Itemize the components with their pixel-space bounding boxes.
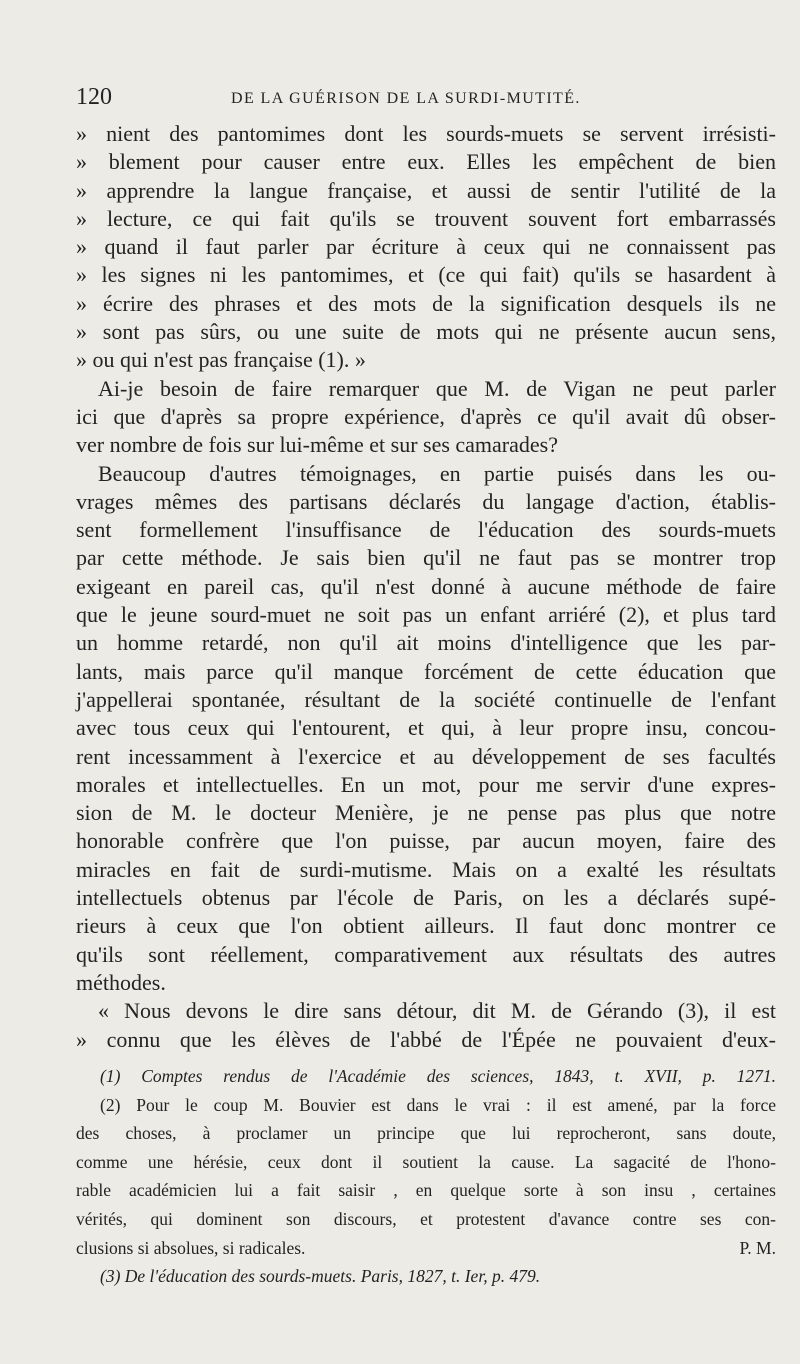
footnote-line: (2) Pour le coup M. Bouvier est dans le vrai : il est amené, par la force [100, 1094, 776, 1115]
page-header [76, 84, 776, 114]
footnote-line: des choses, à proclamer un principe que lui reprocheront, sans doute, [76, 1123, 776, 1144]
body-text [76, 120, 776, 1054]
text-line: » connu que les élèves de l'abbé de l'Épée ne pouvaient d'eux- [76, 1026, 776, 1052]
footnote-signature: P. M. [739, 1237, 776, 1258]
text-line: honorable confrère que l'on puisse, par aucun moyen, faire des [76, 828, 776, 854]
footnote-1: (1) Comptes rendus de l'Académie des sciences, 1843, t. XVII, p. 1271. [100, 1066, 776, 1086]
text-line: avec tous ceux qui l'entourent, et qui, à leur propre insu, concou- [76, 715, 776, 741]
text-line: » les signes ni les pantomimes, et (ce qui fait) qu'ils se hasardent à [76, 262, 776, 288]
text-line: » blement pour causer entre eux. Elles les empêchent de bien [76, 149, 776, 175]
text-line: ver nombre de fois sur lui-même et sur ses camarades? [76, 432, 558, 458]
text-line: rent incessamment à l'exercice et au développement de ses facultés [76, 743, 776, 769]
text-line: que le jeune sourd-muet ne soit pas un enfant arriéré (2), et plus tard [76, 602, 776, 628]
text-line: sion de M. le docteur Menière, je ne pense pas plus que notre [76, 800, 776, 826]
text-line: » ou qui n'est pas française (1). » [76, 347, 366, 373]
text-line: lants, mais parce qu'il manque forcément de cette éducation que [76, 658, 776, 684]
text-line: « Nous devons le dire sans détour, dit M. de Gérando (3), il est [98, 998, 776, 1024]
running-title: DE LA GUÉRISON DE LA SURDI-MUTITÉ. [231, 90, 581, 107]
text-line: » lecture, ce qui fait qu'ils se trouvent souvent fort embarrassés [76, 205, 776, 231]
text-line: Ai-je besoin de faire remarquer que M. de Vigan ne peut parler [98, 375, 776, 401]
text-line: j'appellerai spontanée, résultant de la société continuelle de l'enfant [76, 686, 776, 712]
text-line: intellectuels obtenus par l'école de Paris, on les a déclarés supé- [76, 885, 776, 911]
page-number: 120 [76, 84, 112, 110]
footnote-line [76, 1234, 776, 1263]
text-line: un homme retardé, non qu'il ait moins d'intelligence que les par- [76, 630, 776, 656]
footnote-line: rable académicien lui a fait saisir , en quelque sorte à son insu , certaines [76, 1180, 776, 1201]
text-line: » apprendre la langue française, et aussi de sentir l'utilité de la [76, 177, 776, 203]
text-line: » nient des pantomimes dont les sourds-muets se servent irrésisti- [76, 121, 776, 146]
text-line: sent formellement l'insuffisance de l'éducation des sourds-muets [76, 517, 776, 543]
footnote-line: comme une hérésie, ceux dont il soutient la cause. La sagacité de l'hono- [76, 1151, 776, 1172]
text-line: rieurs à ceux que l'on obtient ailleurs. Il faut donc montrer ce [76, 913, 776, 939]
footnote-3: (3) De l'éducation des sourds-muets. Paris, 1827, t. Ier, p. 479. [100, 1266, 541, 1287]
text-line: exigeant en pareil cas, qu'il n'est donné à aucune méthode de faire [76, 573, 776, 599]
text-line: Beaucoup d'autres témoignages, en partie puisés dans les ou- [98, 460, 776, 486]
text-line: » quand il faut parler par écriture à ceux qui ne connaissent pas [76, 234, 776, 260]
text-line: » sont pas sûrs, ou une suite de mots qui ne présente aucun sens, [76, 319, 776, 345]
text-line: par cette méthode. Je sais bien qu'il ne faut pas se montrer trop [76, 545, 776, 571]
footnote-line-text: clusions si absolues, si radicales. [76, 1237, 306, 1258]
footnote-line: vérités, qui dominent son discours, et protestent d'avance contre ses con- [76, 1208, 776, 1229]
text-line: » écrire des phrases et des mots de la signification desquels ils ne [76, 290, 776, 316]
footnotes [76, 1062, 776, 1291]
text-line: morales et intellectuelles. En un mot, pour me servir d'une expres- [76, 771, 776, 797]
text-line: ici que d'après sa propre expérience, d'après ce qu'il avait dû obser- [76, 403, 776, 429]
text-line: qu'ils sont réellement, comparativement aux résultats des autres [76, 941, 776, 967]
text-line: méthodes. [76, 969, 166, 995]
text-line: miracles en fait de surdi-mutisme. Mais on a exalté les résultats [76, 856, 776, 882]
text-line: vrages mêmes des partisans déclarés du langage d'action, établis- [76, 488, 776, 514]
